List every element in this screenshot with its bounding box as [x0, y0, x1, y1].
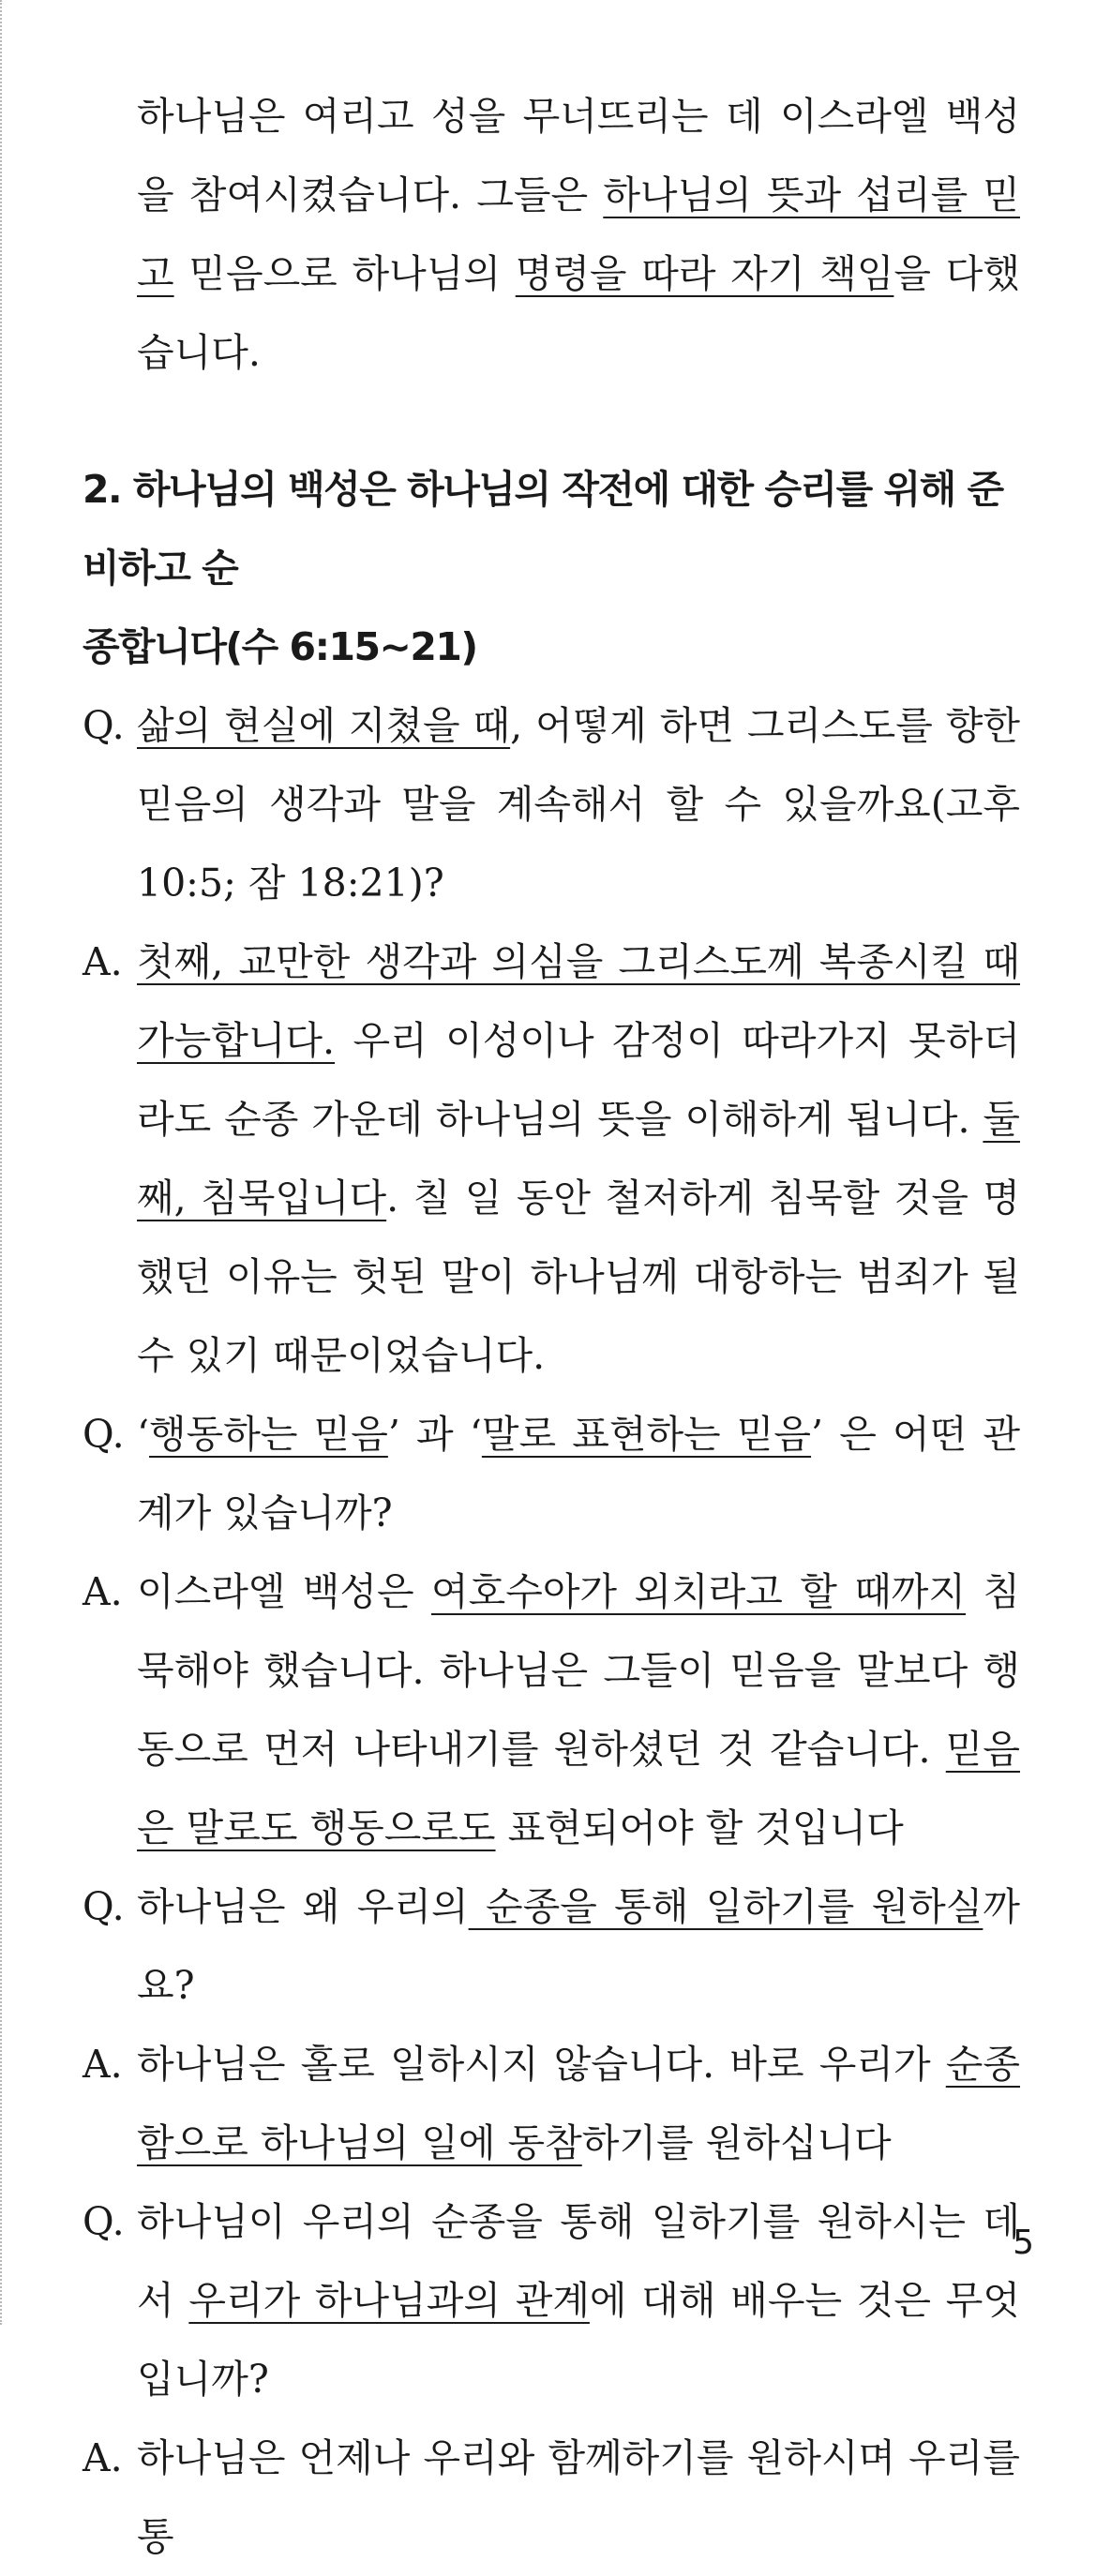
qa-plain-text: 침묵해야 했습니다. 하나님은 그들이 믿음을 말보다 행동으로 먼저 나타내기를 원하셨던 것 같습니다. — [137, 1569, 1020, 1772]
qa-plain-text: 하기를 원하십니다 — [581, 2120, 892, 2165]
section-heading — [83, 450, 1020, 686]
intro-paragraph — [83, 77, 1020, 392]
qa-marker: A. — [83, 2435, 123, 2480]
qa-text — [137, 686, 1020, 922]
qa-underlined-text: 행동하는 믿음 — [149, 1412, 388, 1457]
qa-marker: A. — [83, 1569, 123, 1614]
intro-text: 믿음으로 하나님의 — [173, 251, 516, 296]
qa-text — [137, 2025, 1020, 2182]
qa-plain-text: 까요? — [137, 1884, 1020, 2008]
intro-underlined-text: 명령을 따라 자기 책임 — [515, 251, 894, 296]
qa-item-question — [83, 1395, 1020, 1552]
qa-item-question — [83, 1867, 1020, 2025]
qa-plain-text: ‘ — [137, 1412, 150, 1457]
qa-marker: Q. — [83, 1884, 125, 1929]
qa-plain-text: 표현되어야 할 것입니다 — [495, 1805, 904, 1850]
qa-text — [137, 1552, 1020, 1867]
qa-item-answer — [83, 922, 1020, 1395]
qa-underlined-text: 둘째, 침묵입니다 — [137, 1097, 1020, 1221]
qa-text — [137, 1867, 1020, 2025]
qa-plain-text: ’ 과 ‘ — [387, 1412, 482, 1457]
intro-text: 을 다했습니다. — [137, 251, 1020, 375]
qa-item-answer — [83, 2419, 1020, 2576]
qa-marker: Q. — [83, 2199, 125, 2244]
qa-plain-text: ’ 은 어떤 관계가 있습니까? — [137, 1412, 1020, 1535]
qa-marker: Q. — [83, 1412, 125, 1457]
qa-plain-text: 하나님은 홀로 일하시지 않습니다. 바로 우리가 — [137, 2042, 946, 2087]
intro-underlined-text: 하나님의 뜻과 섭리를 믿고 — [137, 172, 1020, 296]
qa-text — [137, 2419, 1020, 2576]
page-edge-dotted-line — [0, 0, 2, 2325]
qa-plain-text: , 어떻게 하면 그리스도를 향한 믿음의 생각과 말을 계속해서 할 수 있을까요(고후 10:5; 잠 18:21)? — [137, 703, 1020, 906]
qa-underlined-text: 첫째, 교만한 생각과 의심을 그리스도께 복종시킬 때 가능합니다. — [137, 939, 1020, 1063]
qa-plain-text: 우리 이성이나 감정이 따라가지 못하더라도 순종 가운데 하나님의 뜻을 이해하게 됩니다. — [137, 1018, 1020, 1142]
qa-underlined-text: 말로 표현하는 믿음 — [481, 1412, 812, 1457]
qa-marker: A. — [83, 939, 123, 984]
section-heading-line: 종합니다(수 6:15~21) — [83, 624, 477, 669]
qa-underlined-text: 믿음은 말로도 행동으로도 — [137, 1727, 1020, 1850]
qa-underlined-text: 우리가 하나님과의 관계 — [188, 2278, 590, 2323]
qa-plain-text: 이스라엘 백성은 — [137, 1569, 431, 1614]
qa-underlined-text: 순종함으로 하나님의 일에 동참 — [137, 2042, 1020, 2165]
qa-marker: A. — [83, 2042, 123, 2087]
qa-plain-text: 하나님은 언제나 우리와 함께하기를 원하시며 우리를 통 — [137, 2435, 1020, 2559]
qa-plain-text: 하나님은 왜 우리의 — [137, 1884, 469, 1929]
qa-item-question — [83, 686, 1020, 922]
qa-underlined-text: 삶의 현실에 지쳤을 때 — [137, 703, 511, 748]
qa-plain-text: . 칠 일 동안 철저하게 침묵할 것을 명했던 이유는 헛된 말이 하나님께 대항하는 범죄가 될 수 있기 때문이었습니다. — [137, 1176, 1021, 1378]
qa-item-answer — [83, 1552, 1020, 1867]
qa-underlined-text: 여호수아가 외치라고 할 때까지 — [431, 1569, 967, 1614]
qa-text — [137, 1395, 1020, 1552]
qa-underlined-text: 순종을 통해 일하기를 원하실 — [468, 1884, 983, 1929]
qa-marker: Q. — [83, 703, 125, 748]
page-number: 5 — [1013, 2224, 1034, 2262]
qa-item-question — [83, 2182, 1020, 2419]
qa-plain-text: 하나님이 우리의 순종을 통해 일하기를 원하시는 데서 — [137, 2199, 1020, 2323]
qa-plain-text: 에 대해 배우는 것은 무엇입니까? — [137, 2278, 1020, 2402]
page-content — [83, 77, 1020, 2576]
qa-item-answer — [83, 2025, 1020, 2182]
intro-text: 하나님은 여리고 성을 무너뜨리는 데 이스라엘 백성을 참여시켰습니다. 그들은 — [137, 94, 1020, 217]
qa-text — [137, 2182, 1020, 2419]
section-heading-line: 2. 하나님의 백성은 하나님의 작전에 대한 승리를 위해 준비하고 순 — [83, 467, 1003, 591]
qa-text — [137, 922, 1020, 1395]
